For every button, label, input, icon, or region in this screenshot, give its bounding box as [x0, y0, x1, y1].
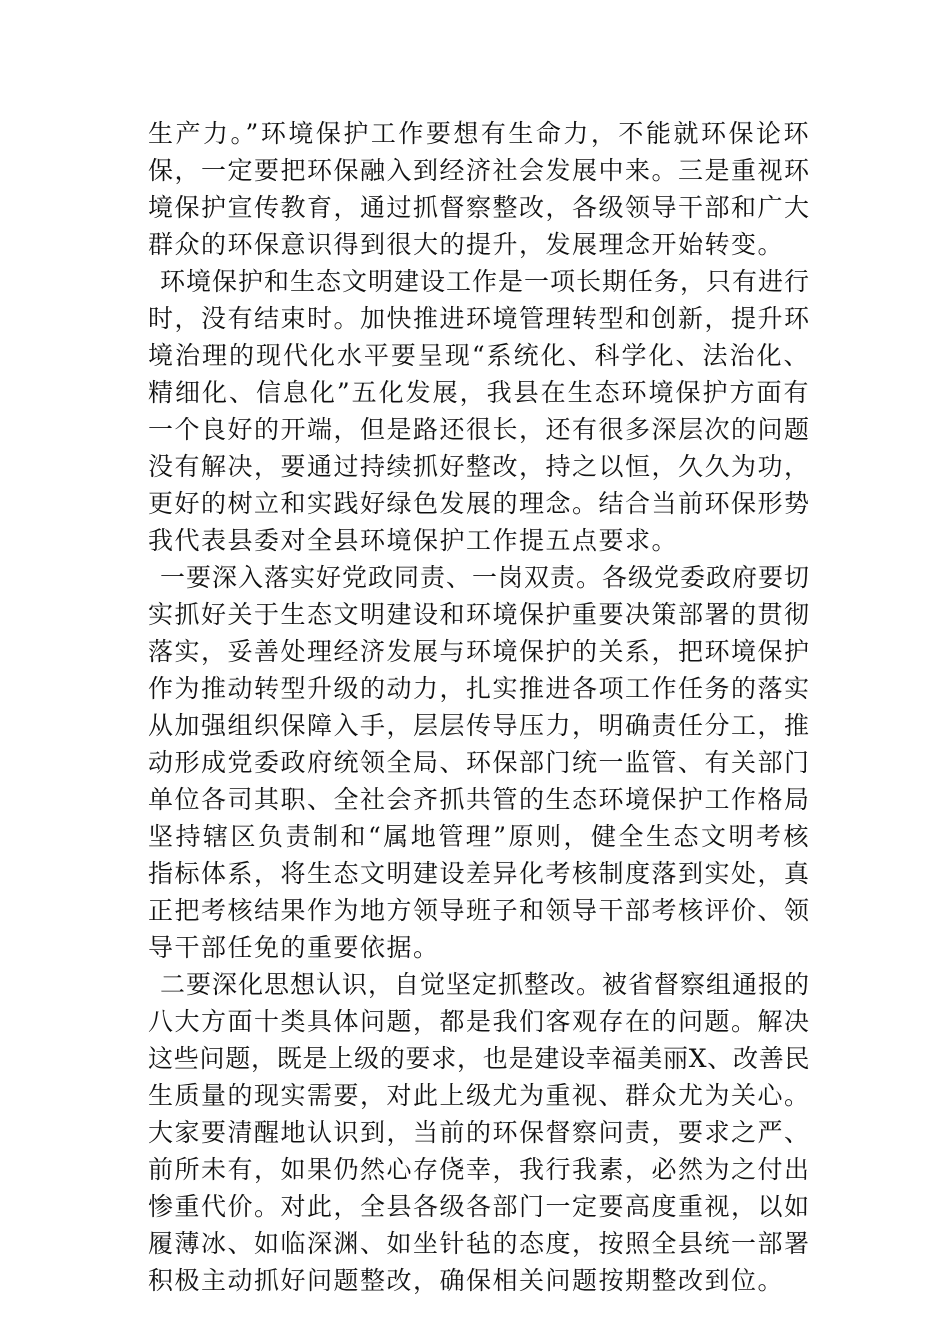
text-line: 从加强组织保障入手，层层传导压力，明确责任分工，推 — [148, 711, 811, 740]
paragraph-first-line: 二要深化思想认识，自觉坚定抓整改。被省督察组通报的 — [160, 970, 811, 999]
text-line: 没有解决，要通过持续抓好整改，持之以恒，久久为功， — [148, 452, 811, 481]
text-line: 大家要清醒地认识到，当前的环保督察问责，要求之严、 — [148, 1118, 811, 1147]
text-line: 导干部任免的重要依据。 — [148, 933, 440, 962]
text-line: 生产力。”环境保护工作要想有生命力，不能就环保论环 — [148, 119, 810, 148]
text-line: 实抓好关于生态文明建设和环境保护重要决策部署的贯彻 — [148, 600, 811, 629]
text-line: 正把考核结果作为地方领导班子和领导干部考核评价、领 — [148, 896, 811, 925]
text-line: 生质量的现实需要，对此上级尤为重视、群众尤为关心。 — [148, 1081, 811, 1110]
text-line: 八大方面十类具体问题，都是我们客观存在的问题。解决 — [148, 1007, 811, 1036]
text-line: 一个良好的开端，但是路还很长，还有很多深层次的问题 — [148, 415, 811, 444]
text-line: 指标体系，将生态文明建设差异化考核制度落到实处，真 — [148, 859, 811, 888]
text-line: 动形成党委政府统领全局、环保部门统一监管、有关部门 — [148, 748, 811, 777]
text-line: 惨重代价。对此，全县各级各部门一定要高度重视，以如 — [148, 1192, 811, 1221]
text-line: 单位各司其职、全社会齐抓共管的生态环境保护工作格局 — [148, 785, 811, 814]
text-line: 群众的环保意识得到很大的提升，发展理念开始转变。 — [148, 230, 785, 259]
text-line: 时，没有结束时。加快推进环境管理转型和创新，提升环 — [148, 304, 811, 333]
text-line: 我代表县委对全县环境保护工作提五点要求。 — [148, 526, 679, 555]
text-line: 境保护宣传教育，通过抓督察整改，各级领导干部和广大 — [148, 193, 811, 222]
text-line: 积极主动抓好问题整改，确保相关问题按期整改到位。 — [148, 1266, 785, 1295]
paragraph-first-line: 一要深入落实好党政同责、一岗双责。各级党委政府要切 — [160, 563, 811, 592]
text-line: 前所未有，如果仍然心存侥幸，我行我素，必然为之付出 — [148, 1155, 811, 1184]
text-line: 保，一定要把环保融入到经济社会发展中来。三是重视环 — [148, 156, 811, 185]
text-line: 精细化、信息化”五化发展，我县在生态环境保护方面有 — [148, 378, 810, 407]
text-line: 坚持辖区负责制和“属地管理”原则，健全生态文明考核 — [148, 822, 810, 851]
text-line: 作为推动转型升级的动力，扎实推进各项工作任务的落实 — [148, 674, 811, 703]
text-line: 这些问题，既是上级的要求，也是建设幸福美丽X、改善民 — [148, 1044, 811, 1073]
document-body — [148, 115, 810, 1299]
text-line: 境治理的现代化水平要呈现“系统化、科学化、法治化、 — [148, 341, 810, 370]
text-line: 更好的树立和实践好绿色发展的理念。结合当前环保形势 — [148, 489, 811, 518]
text-line: 履薄冰、如临深渊、如坐针毡的态度，按照全县统一部署 — [148, 1229, 811, 1258]
paragraph-first-line: 环境保护和生态文明建设工作是一项长期任务，只有进行 — [160, 267, 811, 296]
text-line: 落实，妥善处理经济发展与环境保护的关系，把环境保护 — [148, 637, 811, 666]
